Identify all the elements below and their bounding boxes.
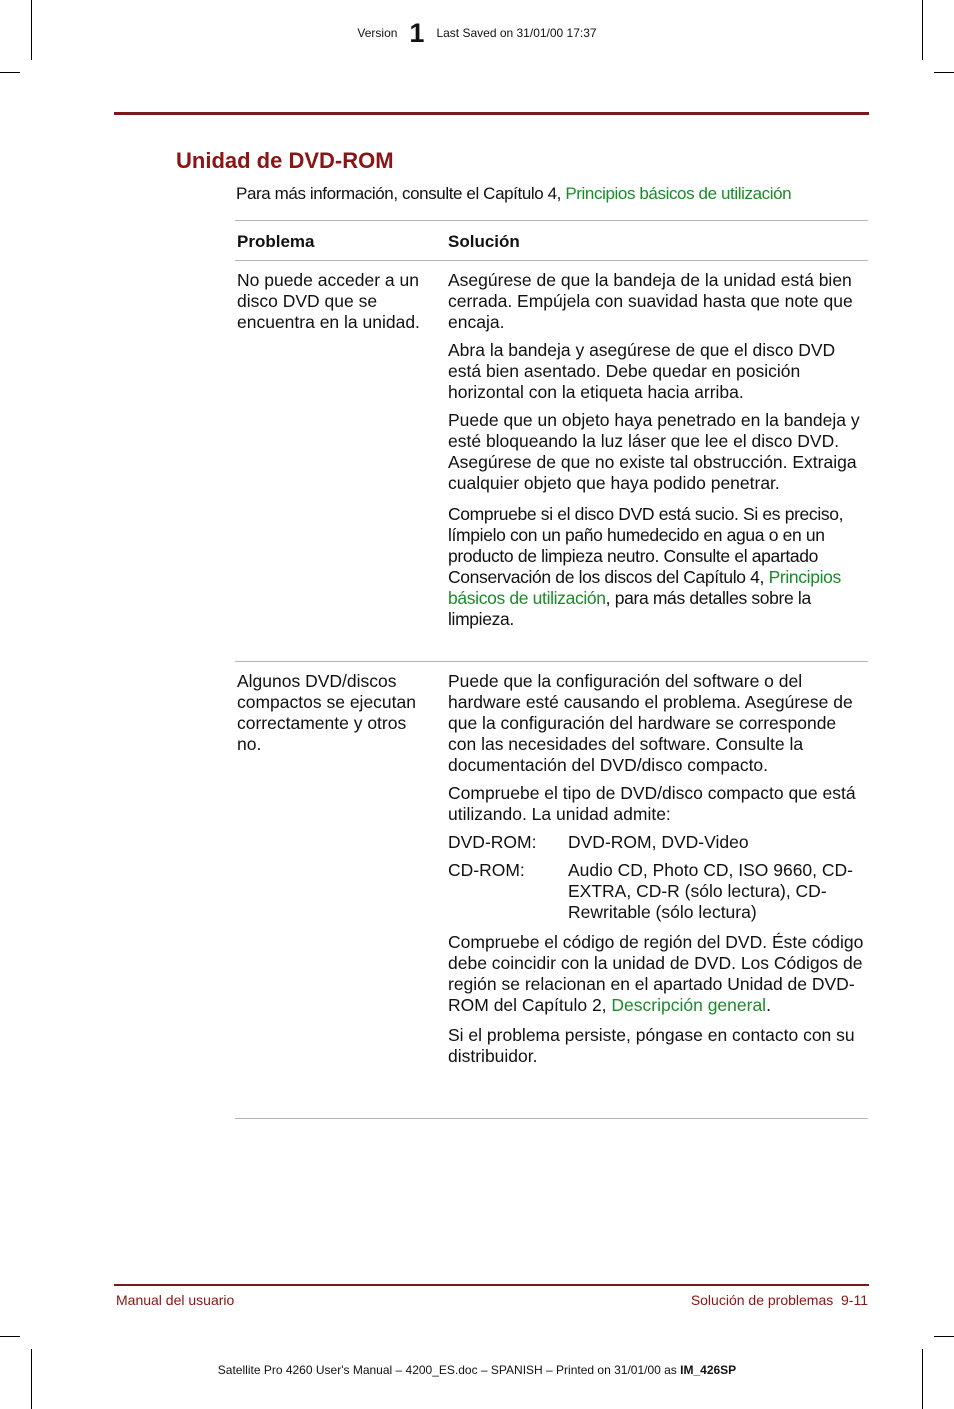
region-text: Compruebe el código de región del DVD. Éste código debe coincidir con la unidad de DVD. Los Códigos de región se relacionan en el apartado Unidad de DVD-ROM del Capítulo 2, [448,932,864,1015]
crop-mark [0,72,20,73]
print-line: Satellite Pro 4260 User's Manual – 4200_ES.doc – SPANISH – Printed on 31/01/00 as [217,1363,681,1377]
version-number: 1 [409,18,425,48]
format-label: CD-ROM: [448,860,525,880]
region-text-end: . [766,995,771,1015]
solution-paragraph: Si el problema persiste, póngase en contacto con su distribuidor. [448,1025,855,1066]
crop-mark [922,1349,923,1409]
solution-paragraph [448,504,868,630]
chapter2-link[interactable]: Descripción general [611,995,767,1015]
crop-mark [934,1336,954,1337]
intro-paragraph [236,184,791,204]
solution-paragraph: Puede que la configuración del software o del hardware esté causando el problema. Asegúrese de que la configuración del hardware se corresponde con las necesidades del software. Consulte la documentación del DVD/disco compacto. [448,671,853,775]
format-cd-rom [448,860,868,923]
crop-mark [934,72,954,73]
format-label: DVD-ROM: [448,832,537,852]
version-header [0,18,954,49]
header-solucion: Solución [448,232,520,251]
intro-link[interactable]: Principios básicos de utilización [565,184,792,203]
last-saved: Last Saved on 31/01/00 17:37 [436,26,597,40]
footer-right: Solución de problemas 9-11 [690,1292,868,1308]
print-info [0,1363,954,1377]
footer-rule [114,1284,869,1286]
print-code: IM_426SP [680,1363,737,1377]
solution-paragraph: Puede que un objeto haya penetrado en la bandeja y esté bloqueando la luz láser que lee el disco DVD. Asegúrese de que no existe tal obstrucción. Extraiga cualquier objeto que haya podido penetrar. [448,410,860,493]
row2-solution [448,671,868,1074]
row2-problem: Algunos DVD/discos compactos se ejecutan correctamente y otros no. [237,671,416,754]
top-rule [114,112,869,115]
row1-problem: No puede acceder a un disco DVD que se encuentra en la unidad. [237,270,420,332]
format-value: DVD-ROM, DVD-Video [568,832,749,852]
solution-paragraph [448,932,868,1016]
table-top-rule [235,220,868,221]
solution-paragraph: Asegúrese de que la bandeja de la unidad está bien cerrada. Empújela con suavidad hasta que note que encaja. [448,270,853,332]
crop-mark [0,1336,20,1337]
solution-paragraph: Compruebe el tipo de DVD/disco compacto que está utilizando. La unidad admite: [448,783,856,824]
cleaning-text: Compruebe si el disco DVD está sucio. Si es preciso, límpielo con un paño humedecido en agua o en un producto de limpieza neutro. Consulte el apartado Conservación de los discos del Capítulo 4, [448,504,844,587]
format-dvd-rom [448,832,868,853]
solution-paragraph: Abra la bandeja y asegúrese de que el disco DVD está bien asentado. Debe quedar en posición horizontal con la etiqueta hacia arriba. [448,340,836,402]
table-header-rule [235,260,868,261]
header-problema: Problema [237,232,315,251]
format-value: Audio CD, Photo CD, ISO 9660, CD-EXTRA, CD-R (sólo lectura), CD-Rewritable (sólo lectura) [568,860,853,922]
intro-text: Para más información, consulte el Capítulo 4, [236,184,566,203]
section-title: Unidad de DVD-ROM [176,148,394,173]
cleaning-text-end: , para más detalles sobre la limpieza. [448,588,811,629]
crop-mark [31,1349,32,1409]
chapter4-link[interactable]: Principios básicos de utilización [448,567,841,608]
footer-left: Manual del usuario [116,1292,235,1308]
table-bottom-rule [235,1118,868,1119]
version-label: Version [357,26,398,40]
row1-solution [448,270,868,637]
row-divider [235,661,868,662]
